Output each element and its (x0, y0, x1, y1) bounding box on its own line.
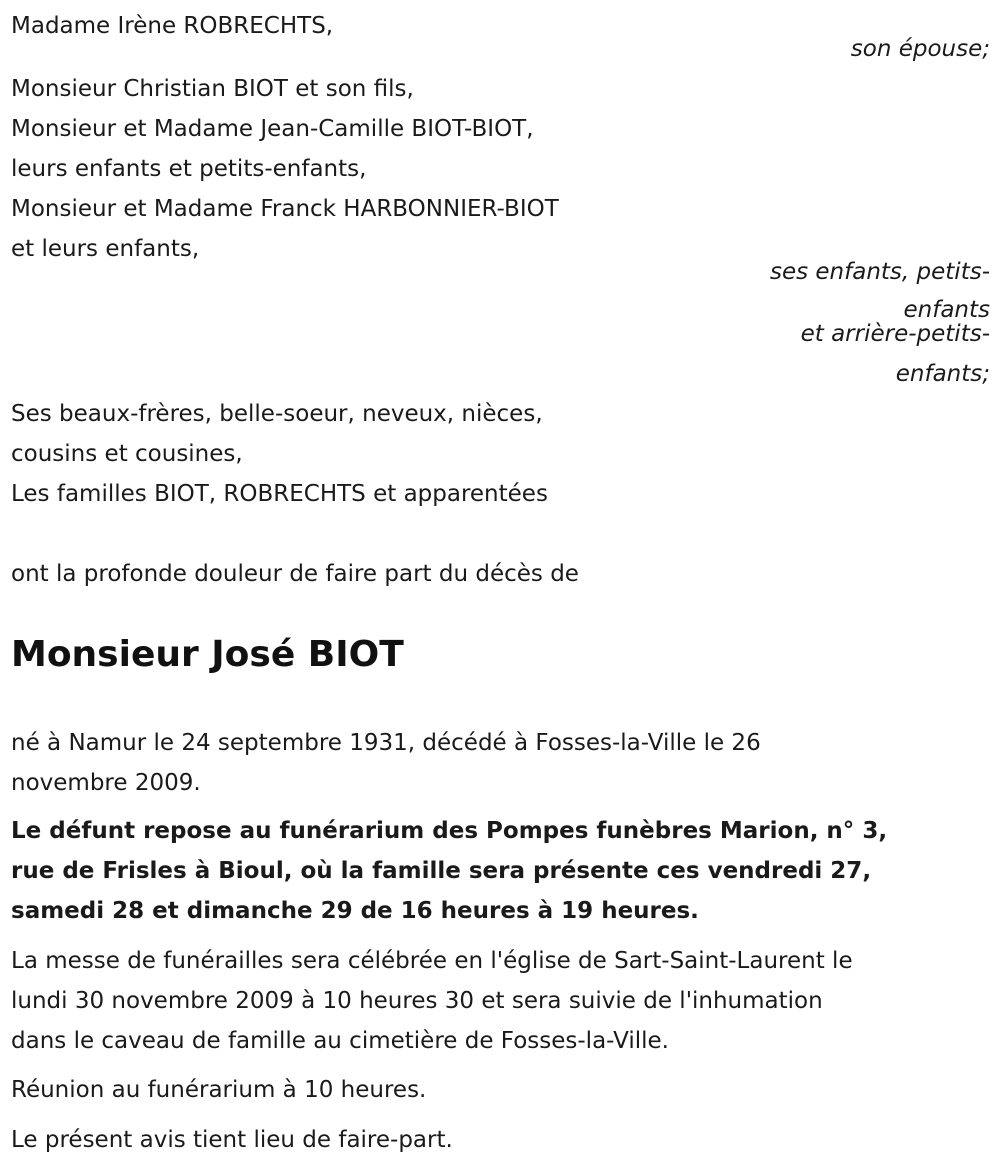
children-role-line-1: ses enfants, petits- (769, 259, 990, 285)
meeting-text: Réunion au funérarium à 10 heures. (11, 1077, 427, 1103)
viewing-line-1: Le défunt repose au funérarium des Pompes funèbres Marion, n° 3, (11, 818, 888, 844)
notice-text: Le présent avis tient lieu de faire-part. (11, 1127, 453, 1153)
viewing-line-2: rue de Frisles à Bioul, où la famille sera présente ces vendredi 27, (11, 858, 872, 884)
children-role-line-2: enfants (903, 297, 990, 323)
spouse-role: son épouse; (850, 36, 990, 62)
children-line-2: Monsieur et Madame Jean-Camille BIOT-BIOT, (11, 116, 534, 142)
birth-death-line-2: novembre 2009. (11, 770, 201, 796)
birth-death-line-1: né à Namur le 24 septembre 1931, décédé à Fosses-la-Ville le 26 (11, 730, 761, 756)
deceased-name: Monsieur José BIOT (11, 634, 404, 675)
children-line-4: Monsieur et Madame Franck HARBONNIER-BIOT (11, 196, 559, 222)
children-line-5: et leurs enfants, (11, 236, 200, 262)
announcement-text: ont la profonde douleur de faire part du décès de (11, 561, 579, 587)
mass-line-3: dans le caveau de famille au cimetière de Fosses-la-Ville. (11, 1028, 669, 1054)
family-line-1: Ses beaux-frères, belle-soeur, neveux, nièces, (11, 401, 543, 427)
viewing-line-3: samedi 28 et dimanche 29 de 16 heures à 19 heures. (11, 898, 699, 924)
family-line-2: cousins et cousines, (11, 441, 243, 467)
mass-line-1: La messe de funérailles sera célébrée en l'église de Sart-Saint-Laurent le (11, 948, 853, 974)
children-role-line-3: et arrière-petits- (800, 321, 990, 347)
family-line-3: Les familles BIOT, ROBRECHTS et apparentées (11, 481, 548, 507)
children-line-1: Monsieur Christian BIOT et son fils, (11, 76, 414, 102)
mass-line-2: lundi 30 novembre 2009 à 10 heures 30 et sera suivie de l'inhumation (11, 988, 823, 1014)
spouse-line: Madame Irène ROBRECHTS, (11, 13, 334, 39)
children-line-3: leurs enfants et petits-enfants, (11, 156, 367, 182)
children-role-line-4: enfants; (895, 361, 990, 387)
